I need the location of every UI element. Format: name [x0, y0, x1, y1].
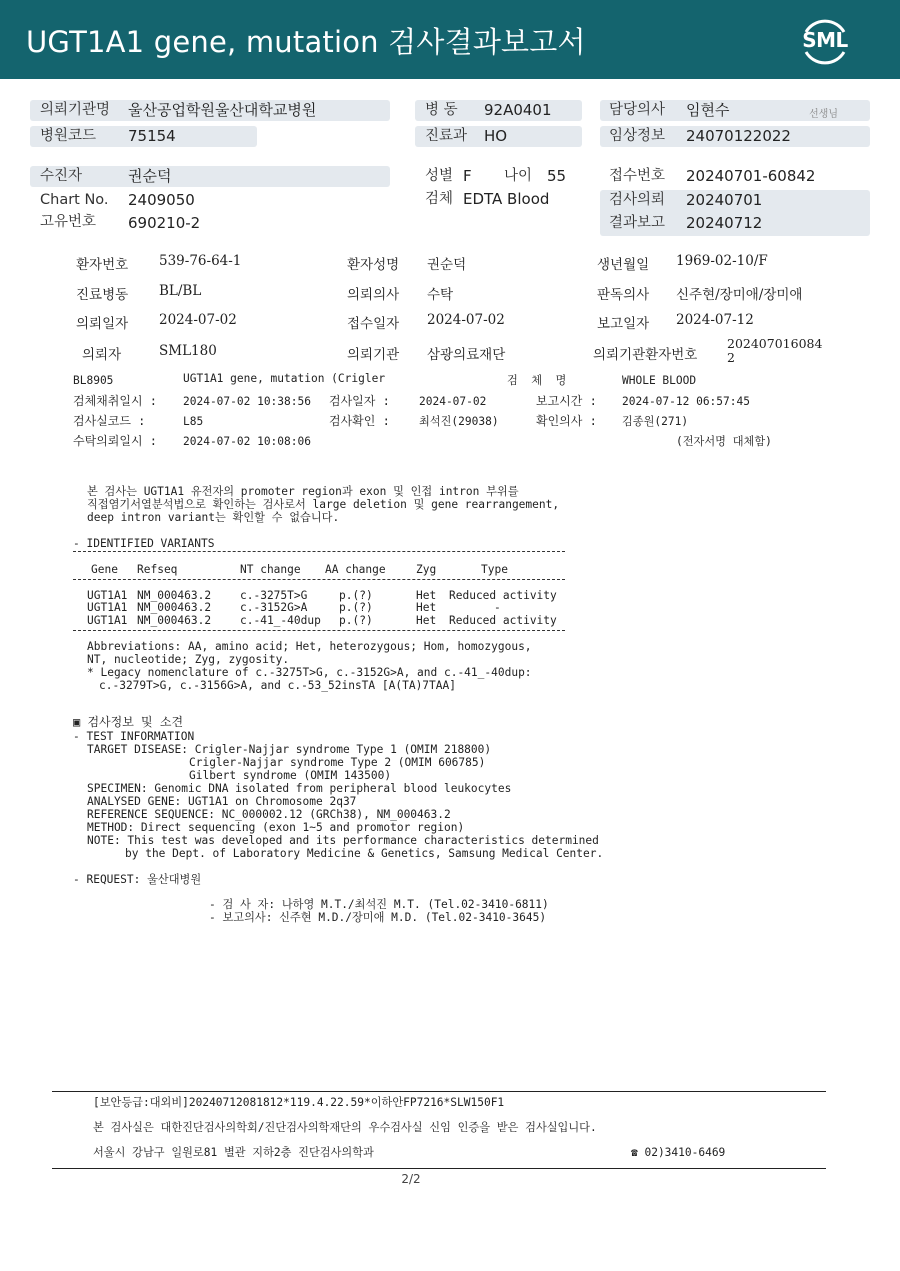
ward-scan-label: 진료병동: [76, 287, 129, 303]
cell-aa-change: p.(?): [339, 601, 373, 614]
cell-gene: UGT1A1: [87, 601, 128, 614]
receipt-date-value: 2024-07-02: [427, 312, 505, 328]
specimen-name-value: WHOLE BLOOD: [622, 374, 697, 387]
report-time-label: 보고시간 :: [536, 394, 597, 408]
esign-note: (전자서명 대체함): [676, 435, 772, 448]
cell-aa-change: p.(?): [339, 589, 373, 602]
abbr-line-2: NT, nucleotide; Zyg, zygosity.: [87, 653, 290, 666]
cell-type: Reduced activity: [449, 614, 557, 627]
receipt-value: 20240701-60842: [686, 167, 816, 185]
specimen-label: 검체: [425, 191, 454, 207]
test-info-title: - TEST INFORMATION: [73, 730, 195, 743]
doctor-value: 임현수: [686, 101, 730, 119]
report-title: UGT1A1 gene, mutation 검사결과보고서: [26, 25, 586, 59]
org-patient-no-label: 의뢰기관환자번호: [593, 347, 698, 363]
birth-label: 생년월일: [597, 257, 650, 273]
unique-value: 690210-2: [128, 214, 201, 232]
confirm-label: 검사확인 :: [329, 414, 390, 428]
cell-refseq: NM_000463.2: [137, 589, 212, 602]
unique-label: 고유번호: [40, 214, 97, 230]
test-name: UGT1A1 gene, mutation (Crigler: [183, 372, 386, 385]
req-date-value: 20240701: [686, 191, 763, 209]
org-patient-no-value-cont: 2: [727, 350, 735, 365]
patient-no-value: 539-76-64-1: [159, 253, 242, 269]
target-disease-3: Gilbert syndrome (OMIM 143500): [189, 769, 392, 782]
cell-type: Reduced activity: [449, 589, 557, 602]
age-value: 55: [547, 167, 567, 185]
specimen-name-label: 검 체 명: [507, 374, 567, 387]
requester-label: 의뢰자: [82, 347, 122, 363]
patient-value: 권순덕: [128, 167, 172, 185]
analysed-gene: ANALYSED GENE: UGT1A1 on Chromosome 2q37: [87, 795, 357, 808]
note-line-1: NOTE: This test was developed and its performance characteristics determined: [87, 834, 599, 847]
certification-line: 본 검사실은 대한진단검사의학회/진단검사의학재단의 우수검사실 신임 인증을 받은 검사실입니다.: [93, 1121, 597, 1134]
cell-gene: UGT1A1: [87, 589, 128, 602]
cell-nt-change: c.-41_-40dup: [240, 614, 321, 627]
req-doctor-label: 의뢰의사: [347, 287, 400, 303]
col-aa-change: AA change: [325, 563, 386, 576]
requester-value: SML180: [159, 343, 217, 359]
address-line: 서울시 강남구 일원로81 별관 지하2층 진단검사의학과: [93, 1146, 374, 1159]
col-type: Type: [481, 563, 508, 576]
clinical-label: 임상정보: [609, 128, 666, 144]
method: METHOD: Direct sequencing (exon 1~5 and promotor region): [87, 821, 465, 834]
reporter-line: - 보고의사: 신주현 M.D./장미애 M.D. (Tel.02-3410-3645): [209, 911, 547, 924]
chart-label: Chart No.: [40, 192, 109, 208]
divider: [73, 579, 565, 580]
confirm-doctor-label: 확인의사 :: [536, 414, 597, 428]
cell-refseq: NM_000463.2: [137, 601, 212, 614]
page-number: 2/2: [401, 1172, 421, 1186]
col-gene: Gene: [91, 563, 118, 576]
divider: [73, 630, 565, 631]
abbr-line-3: * Legacy nomenclature of c.-3275T>G, c.-3152G>A, and c.-41_-40dup:: [87, 666, 532, 679]
patient-name-label: 환자성명: [347, 257, 400, 273]
cell-zyg: Het: [416, 589, 437, 602]
req-date-scan-value: 2024-07-02: [159, 312, 237, 328]
variants-title: - IDENTIFIED VARIANTS: [73, 537, 215, 550]
footer-rule-bottom: [52, 1168, 826, 1169]
sex-label: 성별: [425, 168, 454, 184]
reference-sequence: REFERENCE SEQUENCE: NC_000002.12 (GRCh38), NM_000463.2: [87, 808, 451, 821]
room-code-label: 검사실코드 :: [73, 414, 146, 428]
hosp-code-label: 병원코드: [40, 128, 97, 144]
test-date-value: 2024-07-02: [419, 395, 487, 408]
intro-line-1: 본 검사는 UGT1A1 유전자의 promoter region과 exon 및 인접 intron 부위를: [87, 485, 519, 498]
req-date-scan-label: 의뢰일자: [76, 316, 129, 332]
phone-line: ☎ 02)3410-6469: [631, 1146, 726, 1159]
sex-value: F: [463, 167, 472, 185]
security-line: [보안등급:대외비]20240712081812*119.4.22.59*이하안FP7216*SLW150F1: [93, 1096, 505, 1109]
cell-type: -: [494, 601, 501, 614]
report-date-label: 결과보고: [609, 215, 666, 231]
cell-zyg: Het: [416, 614, 437, 627]
test-date-label: 검사일자 :: [329, 394, 390, 408]
report-date-scan-label: 보고일자: [597, 316, 650, 332]
age-label: 나이: [504, 168, 533, 184]
info-section-title: ▣ 검사정보 및 소견: [73, 715, 184, 729]
test-code: BL8905: [73, 374, 114, 387]
tester-line: - 검 사 자: 나하영 M.T./최석진 M.T. (Tel.02-3410-6811): [209, 898, 549, 911]
chart-value: 2409050: [128, 191, 195, 209]
ward-label: 병 동: [425, 102, 458, 118]
req-org-value: 삼광의료재단: [427, 347, 506, 363]
report-date-value: 20240712: [686, 214, 763, 232]
patient-name-value: 권순덕: [427, 257, 467, 273]
intro-line-3: deep intron variant는 확인할 수 없습니다.: [87, 511, 340, 524]
cell-aa-change: p.(?): [339, 614, 373, 627]
target-disease-2: Crigler-Najjar syndrome Type 2 (OMIM 606785): [189, 756, 486, 769]
patient-row: [30, 166, 390, 187]
abbr-line-4: c.-3279T>G, c.-3156G>A, and c.-53_52insTA [A(TA)7TAA]: [99, 679, 456, 692]
logo-text: SML: [802, 28, 848, 52]
intro-line-2: 직접염기서열분석법으로 확인하는 검사로서 large deletion 및 gene rearrangement,: [87, 498, 560, 511]
report-date-scan-value: 2024-07-12: [676, 312, 754, 328]
dept-label: 진료과: [425, 128, 468, 144]
cell-refseq: NM_000463.2: [137, 614, 212, 627]
clinical-value: 24070122022: [686, 127, 791, 145]
confirm-value: 최석진(29038): [419, 415, 499, 428]
receipt-date-label: 접수일자: [347, 316, 400, 332]
ward-scan-value: BL/BL: [159, 283, 202, 299]
cell-gene: UGT1A1: [87, 614, 128, 627]
req-inst-label: 의뢰기관명: [40, 102, 111, 118]
collect-label: 검체채취일시 :: [73, 394, 158, 408]
sml-logo: [796, 14, 854, 66]
col-nt-change: NT change: [240, 563, 301, 576]
org-patient-no-value: 202407016084: [727, 336, 823, 351]
cell-nt-change: c.-3275T>G: [240, 589, 308, 602]
req-inst-value: 울산공업학원울산대학교병원: [128, 101, 317, 119]
patient-label: 수진자: [40, 168, 83, 184]
reader-label: 판독의사: [597, 287, 650, 303]
specimen-value: EDTA Blood: [463, 190, 550, 208]
doctor-label: 담당의사: [609, 102, 666, 118]
col-refseq: Refseq: [137, 563, 178, 576]
request-line: - REQUEST: 울산대병원: [73, 873, 202, 886]
target-disease: TARGET DISEASE: Crigler-Najjar syndrome Type 1 (OMIM 218800): [87, 743, 492, 756]
report-header: [0, 0, 900, 79]
doctor-suffix: 선생님: [809, 109, 838, 120]
reader-value: 신주현/장미애/장미애: [676, 287, 803, 303]
entrust-label: 수탁의뢰일시 :: [73, 434, 158, 448]
req-doctor-value: 수탁: [427, 287, 454, 303]
room-code-value: L85: [183, 415, 204, 428]
note-line-2: by the Dept. of Laboratory Medicine & Genetics, Samsung Medical Center.: [125, 847, 604, 860]
ward-value: 92A0401: [484, 101, 552, 119]
col-zyg: Zyg: [416, 563, 437, 576]
hosp-code-value: 75154: [128, 127, 176, 145]
req-date-label: 검사의뢰: [609, 192, 666, 208]
receipt-label: 접수번호: [609, 168, 666, 184]
divider: [73, 551, 565, 552]
report-time-value: 2024-07-12 06:57:45: [622, 395, 750, 408]
specimen-info: SPECIMEN: Genomic DNA isolated from peripheral blood leukocytes: [87, 782, 512, 795]
collect-value: 2024-07-02 10:38:56: [183, 395, 311, 408]
dept-value: HO: [484, 127, 508, 145]
req-org-label: 의뢰기관: [347, 347, 400, 363]
cell-zyg: Het: [416, 601, 437, 614]
cell-nt-change: c.-3152G>A: [240, 601, 308, 614]
confirm-doctor-value: 김종원(271): [622, 415, 689, 428]
birth-value: 1969-02-10/F: [676, 253, 768, 269]
abbr-line-1: Abbreviations: AA, amino acid; Het, heterozygous; Hom, homozygous,: [87, 640, 532, 653]
entrust-value: 2024-07-02 10:08:06: [183, 435, 311, 448]
patient-no-label: 환자번호: [76, 257, 129, 273]
footer-rule-top: [52, 1091, 826, 1092]
